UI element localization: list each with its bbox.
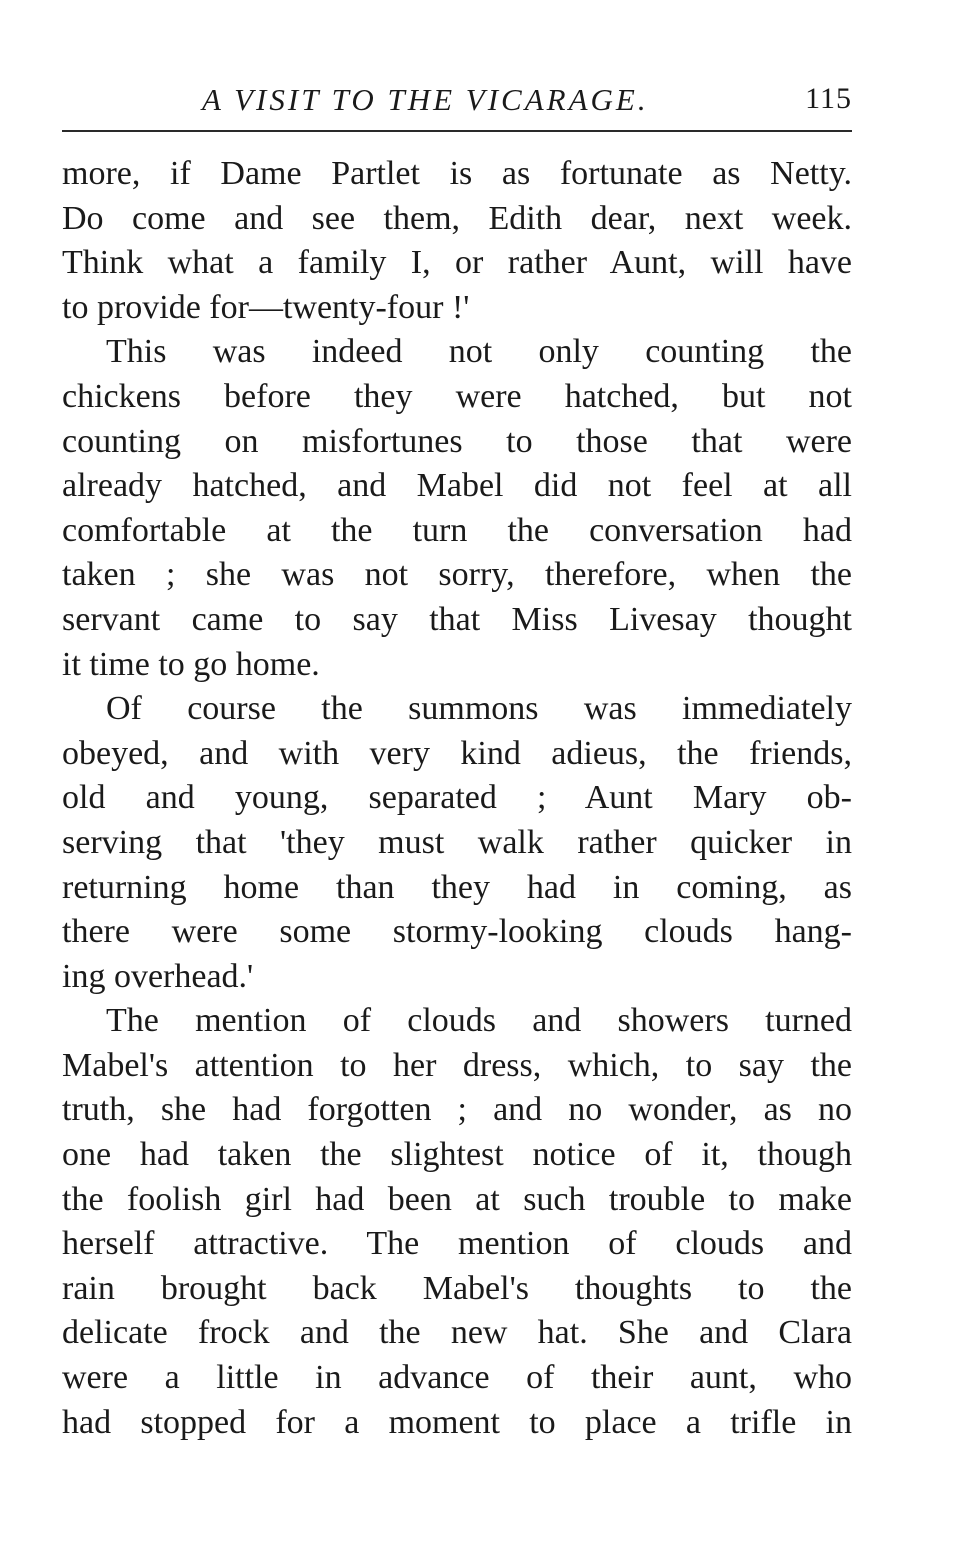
running-head	[62, 74, 852, 124]
text-line: ing overhead.'	[62, 957, 254, 995]
text-line: servant came to say that Miss Livesay thought	[62, 600, 852, 638]
running-title: A VISIT TO THE VICARAGE.	[202, 82, 649, 117]
text-line: chickens before they were hatched, but not	[62, 377, 852, 415]
text-line: Mabel's attention to her dress, which, to say the	[62, 1046, 852, 1084]
text-line: counting on misfortunes to those that were	[62, 422, 852, 460]
text-line: delicate frock and the new hat. She and Clara	[62, 1314, 852, 1352]
text-line: the foolish girl had been at such trouble to make	[62, 1180, 852, 1218]
text-line: one had taken the slightest notice of it, though	[62, 1136, 852, 1174]
text-line: were a little in advance of their aunt, who	[62, 1359, 852, 1397]
text-line: Think what a family I, or rather Aunt, will have	[62, 244, 852, 282]
text-line: old and young, separated ; Aunt Mary ob-	[62, 779, 852, 817]
text-line: The mention of clouds and showers turned	[106, 1002, 852, 1040]
text-line: it time to go home.	[62, 645, 320, 683]
text-line: herself attractive. The mention of clouds and	[62, 1225, 852, 1263]
header-rule	[62, 130, 852, 132]
text-line: had stopped for a moment to place a trifle in	[62, 1403, 852, 1441]
text-line: This was indeed not only counting the	[106, 333, 852, 371]
text-line: more, if Dame Partlet is as fortunate as Netty.	[62, 155, 852, 192]
page-number: 115	[805, 82, 852, 115]
text-line: Do come and see them, Edith dear, next week.	[62, 199, 852, 237]
text-line: Of course the summons was immediately	[106, 690, 852, 728]
text-line: obeyed, and with very kind adieus, the friends,	[62, 734, 852, 772]
text-line: truth, she had forgotten ; and no wonder, as no	[62, 1091, 852, 1129]
text-line: returning home than they had in coming, as	[62, 868, 852, 906]
text-line: serving that 'they must walk rather quicker in	[62, 823, 852, 861]
text-line: already hatched, and Mabel did not feel at all	[62, 467, 852, 505]
text-line: to provide for—twenty-four !'	[62, 288, 470, 326]
text-line: there were some stormy-looking clouds hang-	[62, 913, 852, 951]
text-line: comfortable at the turn the conversation had	[62, 511, 852, 549]
body-text	[62, 152, 852, 1445]
text-line: rain brought back Mabel's thoughts to the	[62, 1269, 852, 1307]
text-line: taken ; she was not sorry, therefore, when the	[62, 556, 852, 594]
